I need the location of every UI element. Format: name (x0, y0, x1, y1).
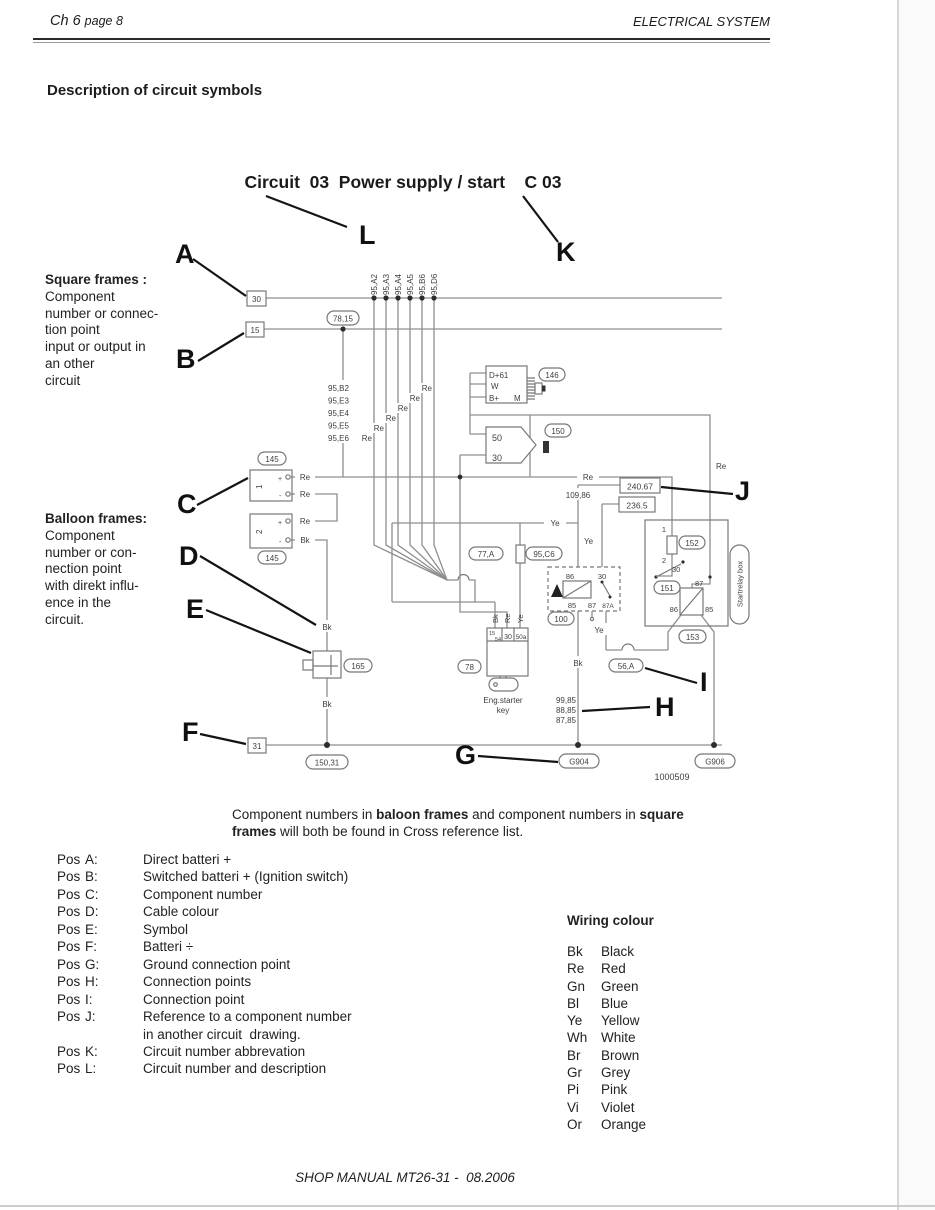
note-line: circuit (45, 372, 81, 388)
colour-name: Orange (601, 1116, 647, 1132)
wire-colour-label: Re (397, 404, 408, 413)
pos-desc: Cable colour (143, 904, 219, 920)
pos-row (57, 851, 352, 868)
pos-word: Pos (57, 1009, 81, 1025)
alternator-group (486, 366, 565, 403)
terminal-label: 87A (602, 603, 614, 610)
note-line: input or output in (45, 339, 146, 355)
colour-name: Red (601, 961, 626, 977)
minus-terminal: - (279, 539, 282, 546)
key-caption: key (496, 706, 510, 715)
wire-ref: 95,E5 (328, 421, 349, 431)
chapter-label: Ch 6 (50, 13, 81, 29)
connection-ref: 88,85 (555, 706, 576, 715)
wiring-colour-row (567, 995, 654, 1012)
terminal-label: 54 (495, 637, 502, 643)
wire-colour-label: Bk (491, 614, 500, 623)
note-bold: frames (232, 824, 277, 840)
pos-word: Pos (57, 886, 81, 902)
pos-row (57, 921, 352, 938)
note-line: nection point (45, 561, 122, 577)
wiring-colour-row (567, 1012, 654, 1029)
pos-word: Pos (57, 869, 81, 885)
page-edge-bottom (0, 1205, 935, 1207)
plus-terminal: + (278, 520, 283, 527)
pos-key: A: (85, 852, 98, 867)
connection-ref-109-86: 109,86 (565, 491, 591, 500)
balloon-g904-label: G904 (569, 757, 589, 767)
pos-desc: Circuit number abbrevation (143, 1043, 306, 1059)
minus-terminal: - (279, 493, 282, 500)
wire-ref: 95,A5 (406, 274, 415, 295)
balloon-150-label: 150 (551, 427, 565, 436)
callout-e: E (186, 594, 205, 624)
colour-name: Violet (601, 1099, 635, 1115)
callout-k: K (556, 237, 576, 267)
wiring-colour-row (567, 1029, 654, 1046)
square-frames-title: Square frames : (45, 272, 148, 287)
left-wire-references (324, 380, 362, 443)
pos-word: Pos (57, 991, 81, 1007)
wire-colour-label: Re (716, 462, 727, 471)
pos-row (57, 938, 352, 955)
fuse-165-group (303, 620, 372, 709)
pos-key: G: (85, 956, 100, 972)
header-rule-thin (33, 42, 770, 43)
pos-key: E: (85, 921, 98, 937)
startrelay-box-group (645, 520, 749, 643)
startrelay-box-label: Startrelay box (735, 560, 745, 608)
pos-row (57, 956, 352, 973)
callout-j: J (735, 476, 751, 506)
pos-key: L: (85, 1061, 97, 1077)
callout-b: B (176, 344, 196, 374)
balloon-151-label: 151 (660, 584, 674, 593)
note-bold: baloon frames (376, 807, 469, 822)
colour-code: Gr (567, 1065, 582, 1081)
note-line: Component (45, 527, 115, 543)
square-30-label: 30 (252, 295, 261, 304)
wire-colour-label: Re (582, 473, 594, 482)
terminal-label: W (491, 382, 499, 391)
note-line: with direkt influ- (45, 578, 139, 594)
callout-d: D (179, 541, 199, 571)
colour-name: Blue (601, 995, 629, 1011)
diode-icon (551, 584, 563, 597)
fuse-terminal-label: 1 (661, 525, 666, 534)
wire-colour-label: Re (385, 414, 396, 423)
connection-56a-group (609, 659, 643, 672)
pos-desc: Symbol (143, 921, 189, 937)
relay-100-group (548, 567, 620, 668)
callout-l: L (359, 220, 376, 250)
callout-f: F (182, 717, 199, 747)
starter-group (486, 424, 571, 463)
pos-word: Pos (57, 974, 81, 990)
header-chapter (50, 13, 123, 29)
pos-desc: Connection points (143, 974, 252, 990)
pos-desc: Component number (143, 886, 263, 902)
pos-desc: Switched batteri + (Ignition switch) (143, 869, 349, 885)
colour-code: Re (567, 961, 585, 977)
figure-number: 1000509 (654, 772, 690, 782)
wire-ref: 95,D6 (430, 273, 439, 295)
wire-colour-label: Re (299, 517, 311, 526)
pos-word: Pos (57, 852, 81, 867)
fuse-95c6-group (516, 545, 562, 563)
wiring-colour-row (567, 960, 654, 977)
page-number-label: page 8 (84, 14, 123, 28)
colour-code: Br (567, 1047, 581, 1063)
wiring-colour-legend (567, 913, 654, 1133)
square-236-label: 236.5 (626, 500, 648, 511)
pos-key: D: (85, 904, 99, 920)
pos-row (57, 973, 352, 990)
pos-desc: Ground connection point (143, 956, 291, 972)
terminal-label: 50 (492, 433, 503, 443)
balloon-77-a-label: 77,A (477, 550, 495, 559)
wiring-colour-row (567, 1064, 654, 1081)
terminal-label: 30 (504, 634, 512, 641)
page-edge-fill (899, 0, 935, 1210)
pos-desc: Batteri ÷ (143, 939, 194, 955)
pos-word: Pos (57, 904, 81, 920)
balloon-g906-label: G906 (705, 757, 725, 767)
note-text: and component numbers in (468, 807, 640, 822)
pos-key: C: (85, 886, 99, 902)
wire-colour-label: Bk (573, 659, 583, 668)
colour-code: Gn (567, 978, 586, 994)
terminal-label: 30 (492, 453, 503, 463)
pos-row (57, 868, 352, 885)
pos-key: H: (85, 974, 99, 990)
pos-desc: in another circuit drawing. (143, 1026, 301, 1042)
note-text: will both be found in Cross reference list. (276, 824, 524, 840)
square-31-label: 31 (252, 742, 262, 751)
key-caption: Eng.starter (483, 696, 523, 705)
square-15-label: 15 (250, 326, 260, 335)
balloon-78-15-label: 78,15 (332, 314, 354, 324)
balloon-152-label: 152 (685, 539, 699, 548)
pos-key: F: (85, 939, 97, 955)
balloon-150-31-label: 150,31 (314, 758, 340, 768)
wire-colour-label: Re (409, 394, 420, 403)
note-bold: square (639, 807, 684, 822)
top-wire-references (370, 273, 439, 295)
note-line: number or connec- (45, 305, 159, 321)
terminal-label: 87 (695, 579, 704, 588)
terminal-label: 87 (587, 601, 597, 610)
colour-name: Brown (601, 1047, 640, 1063)
wire-ref: 95,A2 (370, 274, 379, 295)
balloon-145-bottom-label: 145 (265, 554, 279, 563)
pos-word: Pos (57, 939, 81, 955)
wire-colour-label: Bk (300, 536, 310, 545)
terminal-label: 50a (515, 634, 527, 641)
terminal-label: B+ (489, 394, 500, 403)
pos-row (57, 1008, 352, 1025)
colour-code: Pi (567, 1082, 580, 1098)
footer: SHOP MANUAL MT26-31 - 08.2006 (295, 1170, 515, 1185)
page-edge-right (897, 0, 899, 1210)
balloon-78-label: 78 (465, 663, 474, 672)
terminal-label: 85 (705, 605, 714, 614)
pos-word: Pos (57, 1043, 81, 1059)
wire-ref: 95,A3 (382, 274, 391, 295)
battery-1-number: 1 (255, 484, 264, 489)
fuse-terminal-label: 2 (661, 556, 666, 565)
key-switch-group (458, 613, 528, 715)
pos-row (57, 1060, 352, 1077)
page-title: Description of circuit symbols (47, 82, 263, 99)
pos-word: Pos (57, 956, 81, 972)
fuse-symbol (667, 536, 677, 554)
square-240-label: 240.67 (627, 481, 653, 492)
battery-2-number: 2 (255, 529, 264, 534)
pos-key: I: (85, 991, 93, 1007)
colour-code: Vi (567, 1099, 579, 1115)
wire-colour-label: Re (421, 384, 432, 393)
battery-group (250, 452, 315, 564)
wire-ref: 95,B6 (418, 274, 427, 295)
connection-point-refs (556, 696, 577, 725)
note-line: number or con- (45, 544, 137, 560)
terminal-label: 15 (489, 631, 496, 637)
wire-ref: 95,E4 (328, 409, 349, 418)
note-line: circuit. (45, 611, 85, 627)
balloon-95-c6-label: 95,C6 (533, 550, 555, 559)
terminal-label: 30 (597, 572, 607, 581)
terminal-label: 86 (565, 572, 575, 581)
pos-row (57, 991, 352, 1008)
note-line: Component (45, 288, 115, 304)
pos-row-continuation (57, 1026, 352, 1043)
wire-colour-label: Re (503, 613, 512, 623)
junction-dots (324, 295, 717, 748)
plus-terminal: + (278, 476, 283, 483)
header-rule (33, 38, 770, 40)
pos-row (57, 1043, 352, 1060)
balloon-100-label: 100 (554, 615, 568, 624)
pos-desc: Reference to a component number (143, 1009, 352, 1025)
colour-name: Pink (601, 1082, 628, 1098)
colour-name: Grey (601, 1065, 631, 1081)
pos-word: Pos (57, 921, 81, 937)
colour-name: White (601, 1030, 636, 1046)
wiring-colour-row (567, 943, 654, 960)
terminal-label: 85 (567, 601, 577, 610)
wire-colour-label: Ye (594, 626, 604, 635)
pos-legend (57, 851, 352, 1078)
wire-ref: 95,E3 (328, 396, 349, 406)
colour-name: Black (601, 944, 635, 959)
terminal-label: 30 (672, 565, 681, 574)
wire-colour-label: Re (299, 490, 311, 499)
wire-colour-label: Re (373, 424, 384, 433)
circuit-diagram (0, 150, 935, 810)
note-text: Component numbers in (232, 807, 377, 822)
wire-ref: 95,A4 (394, 274, 403, 295)
note-line: an other (45, 355, 95, 371)
header-section: ELECTRICAL SYSTEM (632, 14, 770, 29)
balloon-frames-title: Balloon frames: (45, 511, 148, 526)
balloon-153-label: 153 (685, 633, 700, 642)
wire-ref: 95,E6 (328, 434, 349, 443)
fuse-symbol (313, 651, 341, 678)
connection-ref: 87,85 (555, 716, 576, 725)
callout-h: H (655, 692, 675, 722)
pos-word: Pos (57, 1061, 81, 1077)
terminal-label: 86 (669, 605, 678, 614)
wire-ref: 95,B2 (328, 384, 349, 393)
pos-desc: Circuit number and description (143, 1061, 327, 1077)
wiring-colour-row (567, 1116, 654, 1133)
wiring-colour-title: Wiring colour (567, 913, 654, 928)
balloon-145-top-label: 145 (265, 455, 279, 464)
colour-code: Ye (567, 1013, 583, 1029)
cross-reference-note (232, 806, 722, 841)
wiring-colour-row (567, 1099, 654, 1116)
wire-colour-label: Bk (322, 700, 332, 709)
note-line: ence in the (45, 594, 112, 610)
note-line: tion point (45, 322, 100, 338)
pos-row (57, 886, 352, 903)
colour-code: Bl (567, 995, 580, 1011)
wire-colour-label: Re (361, 434, 372, 443)
callout-c: C (177, 489, 197, 519)
wire-colour-label: Bk (322, 623, 332, 632)
connection-ref: 99,85 (555, 696, 576, 705)
fuse-symbol (516, 545, 525, 563)
pos-row (57, 903, 352, 920)
wiring-colour-row (567, 1047, 654, 1064)
pos-desc: Connection point (143, 991, 245, 1007)
balloon-56-a-label: 56,A (617, 662, 635, 671)
balloon-165-label: 165 (351, 662, 365, 671)
terminal-label: D+61 (489, 371, 509, 380)
colour-name: Yellow (601, 1013, 640, 1029)
callout-i: I (700, 667, 708, 697)
wiring-colour-row (567, 1081, 654, 1098)
wire-colour-label: Ye (584, 537, 594, 546)
pos-desc: Direct batteri + (143, 852, 232, 867)
gear-icon (527, 378, 535, 399)
wiring-colour-row (567, 978, 654, 995)
balloon-146-label: 146 (545, 371, 559, 380)
callout-a: A (175, 239, 195, 269)
wire-colour-label: Ye (516, 614, 525, 623)
pos-key: B: (85, 869, 98, 885)
terminal-label: M (514, 394, 521, 403)
wire-colour-label: Ye (550, 519, 560, 528)
colour-name: Green (601, 978, 639, 994)
colour-code: Wh (567, 1030, 588, 1046)
colour-code: Bk (567, 944, 583, 959)
colour-code: Or (567, 1116, 582, 1132)
pos-key: J: (85, 1009, 96, 1025)
circuit-title: Circuit 03 Power supply / start C 03 (244, 172, 562, 192)
callout-g: G (455, 740, 477, 770)
wire-colour-label: Re (299, 473, 311, 482)
pos-key: K: (85, 1043, 98, 1059)
